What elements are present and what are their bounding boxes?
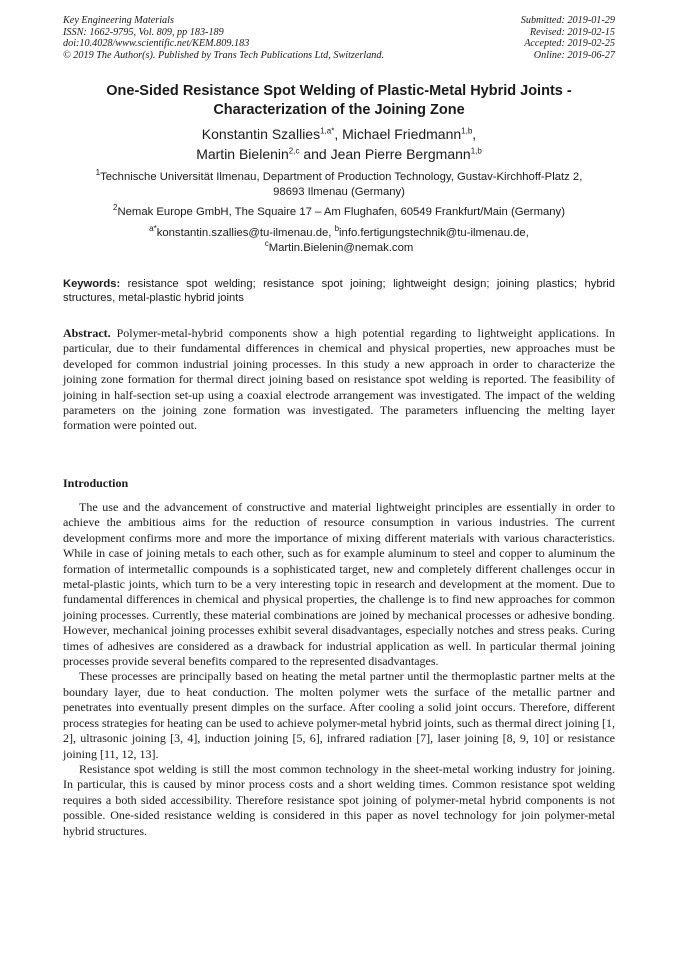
copyright-line: © 2019 The Author(s). Published by Trans Tech Publications Ltd, Switzerland. [63,49,385,61]
abstract-label: Abstract. [63,326,111,340]
affiliation-2 [63,205,615,220]
paragraph: Resistance spot welding is still the most common technology in the sheet-metal working industry for joining. In particular, this is caused by minor process costs and a short welding times. Common resistance spot welding requires a both sided accessibility. Therefore resistance spot joining of polymer-metal hybrid components is not possible. One-sided resistance welding is considered in this paper as novel technology for join polymer-metal hybrid structures. [63,761,615,838]
paragraph: These processes are principally based on heating the metal partner until the thermoplastic partner melts at the boundary layer, due to heat conduction. The molten polymer wets the surface of the metallic partner and penetrates into eventually present dimples on the surface. After cooling a solid joint occurs. Therefore, different process strategies for heating can be used to achieve polymer-metal hybrid joints, such as thermal direct joining [1, 2], ultrasonic joining [3, 4], induction joining [5, 6], infrared radiation [7], laser joining [8, 9, 10] or resistance joining [11, 12, 13]. [63,669,615,761]
introduction-body [63,500,615,839]
author-name: Martin Bielenin [196,146,289,162]
abstract-section [63,326,615,434]
author-emails [63,226,615,255]
paragraph: The use and the advancement of constructive and material lightweight principles are essentially in order to achieve the ambitious aims for the reduction of resource consumption in various industries. The current development confirms more and more the importance of mixing different materials with various characteristics. While in case of joining metals to each other, such as for example aluminum to steel and copper to aluminum the formation of intermetallic compounds is a sophisticated target, new and completely different challenges occur in metal-plastic joints, which turn to be a very interesting topic in research and development at the moment. Due to fundamental differences in chemical and physical properties, the challenge is to find new approaches for common joining processes. Currently, these material combinations are joined by mechanical processes or adhesive bonding. However, mechanical joining processes exhibit several disadvantages, especially notches and stress peaks. Curing times of adhesives are considered as a drawback for industrial application as well. In particular thermal joining processes provide several benefits compared to the represented disadvantages. [63,500,615,669]
emails-line-1 [63,226,615,241]
author-separator: , [472,126,477,142]
affiliation-1-line-2: 98693 Ilmenau (Germany) [273,185,405,198]
keywords-text: resistance spot welding; resistance spot joining; lightweight design; joining plastics; hybrid structures, metal-plastic hybrid joints [63,278,616,304]
author-affiliation-mark: 2,c [288,146,300,156]
author-name: Jean Pierre Bergmann [330,146,471,162]
email-link[interactable]: Martin.Bielenin@nemak.com [268,241,414,254]
paper-title [63,82,615,120]
author-affiliation-mark: 1,b [470,146,482,156]
issn-line: ISSN: 1662-9795, Vol. 809, pp 183-189 [63,26,224,38]
affiliation-2-text: Nemak Europe GmbH, The Squaire 17 – Am Flughafen, 60549 Frankfurt/Main (Germany) [117,206,565,218]
authors-line-2 [63,144,615,164]
header-left [63,15,384,61]
header-right [521,15,615,61]
journal-name: Key Engineering Materials [63,15,174,26]
author-list [63,124,615,164]
email-mark: c [264,238,269,248]
doi-line: doi:10.4028/www.scientific.net/KEM.809.183 [63,38,250,49]
affiliation-1-text: Technische Universität Ilmenau, Department of Production Technology, Gustav-Kirchhoff-Platz 2, [100,171,583,183]
revised-date: Revised: 2019-02-15 [529,26,615,38]
keywords-label: Keywords: [63,278,121,290]
online-date: Online: 2019-06-27 [533,49,615,61]
author-name: Konstantin Szallies [201,126,321,142]
email-mark: b [334,224,340,234]
affiliation-1-line-1 [63,170,615,185]
keywords-section [63,277,615,305]
author-name: Michael Friedmann [342,126,462,142]
title-line-2: Characterization of the Joining Zone [213,102,465,118]
introduction-heading: Introduction [63,476,129,490]
affiliation-mark: 2 [113,203,118,213]
author-affiliation-mark: 1,a* [320,126,335,136]
author-separator: , [334,126,343,142]
accepted-date: Accepted: 2019-02-25 [524,38,615,49]
abstract-text: Polymer-metal-hybrid components show a high potential regarding to lightweight applications. In particular, due to their fundamental differences in chemical and physical properties, new approaches must be developed for common industrial joining processes. In this study a new approach in order to characterize the joining zone formation for thermal direct joining based on resistance spot welding is reported. The feasibility of joining in half-section set-up using a coaxial electrode arrangement was investigated. The impact of the welding parameters on the joining zone formation was investigated. The parameters influencing the melting layer formation were pointed out. [63,326,615,433]
title-line-1: One-Sided Resistance Spot Welding of Plastic-Metal Hybrid Joints - [106,83,572,99]
submitted-date: Submitted: 2019-01-29 [520,15,615,26]
emails-line-2 [63,238,615,256]
authors-line-1 [63,124,615,144]
author-conjunction: and [299,146,331,162]
affiliation-mark: 1 [95,168,101,178]
affiliation-1 [63,170,615,199]
email-mark: a* [149,224,157,234]
email-link[interactable]: info.fertigungstechnik@tu-ilmenau.de, [339,227,529,239]
email-link[interactable]: konstantin.szallies@tu-ilmenau.de, [156,227,335,239]
author-affiliation-mark: 1,b [461,126,473,136]
